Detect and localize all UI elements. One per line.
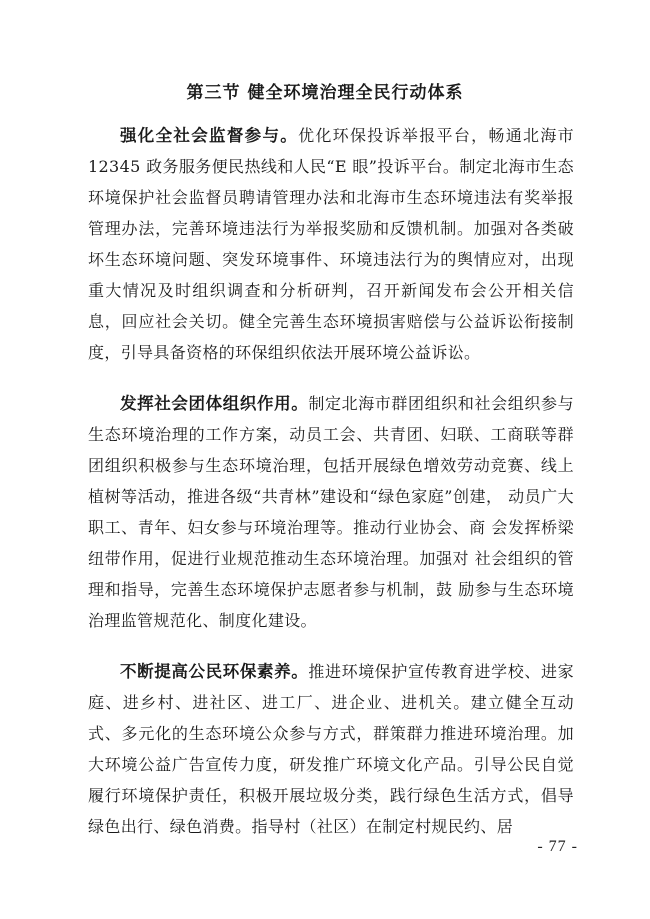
body-text [88, 120, 574, 862]
page-number: - 77 - [537, 838, 578, 855]
paragraph-text: 推进环境保护宣传教育进学校、进家庭、进乡村、进社区、进工厂、进企业、进机关。建立健全互动式、多元化的生态环境公众参与方式，群策群力推进环境治理。加大环境公益广告宣传力度，研发推广环境文化产品。引导公民自觉履行环境保护责任，积极开展垃圾分类，践行绿色生活方式，倡导绿色出行、绿色消费。指导村（社区）在制定村规民约、居 [88, 662, 574, 836]
paragraph-text: 制定北海市群团组织和社会组织参与生态环境治理的工作方案，动员工会、共青团、妇联、工商联等群团组织积极参与生态环境治理，包括开展绿色增效劳动竞赛、线上植树等活动，推进各级“共青林”建设和“绿色家庭”创建， 动员广大职工、青年、妇女参与环境治理等。推动行业协会、商 会发挥桥梁纽带作用，促进行业规范推动生态环境治理。加强对 社会组织的管理和指导，完善生态环境保护志愿者参与机制，鼓 励参与生态环境治理监管规范化、制度化建设。 [88, 394, 574, 630]
paragraph-social-supervision [88, 120, 574, 368]
paragraph-lead: 不断提高公民环保素养。 [120, 662, 309, 681]
paragraph-lead: 发挥社会团体组织作用。 [120, 394, 309, 413]
paragraph-text: 优化环保投诉举报平台，畅通北海市 12345 政务服务便民热线和人民“E 眼”投诉平台。制定北海市生态环境保护社会监督员聘请管理办法和北海市生态环境违法有奖举报管理办法，完善环境违法行为举报奖励和反馈机制。加强对各类破坏生态环境问题、突发环境事件、环境违法行为的舆情应对，出现重大情况及时组织调查和分析研判，召开新闻发布会公开相关信息，回应社会关切。健全完善生态环境损害赔偿与公益诉讼衔接制度，引导具备资格的环保组织依法开展环境公益诉讼。 [88, 126, 574, 362]
paragraph-social-organizations [88, 388, 574, 636]
paragraph-citizen-literacy [88, 656, 574, 842]
paragraph-lead: 强化全社会监督参与。 [120, 126, 299, 145]
section-title: 第三节 健全环境治理全民行动体系 [186, 83, 464, 103]
